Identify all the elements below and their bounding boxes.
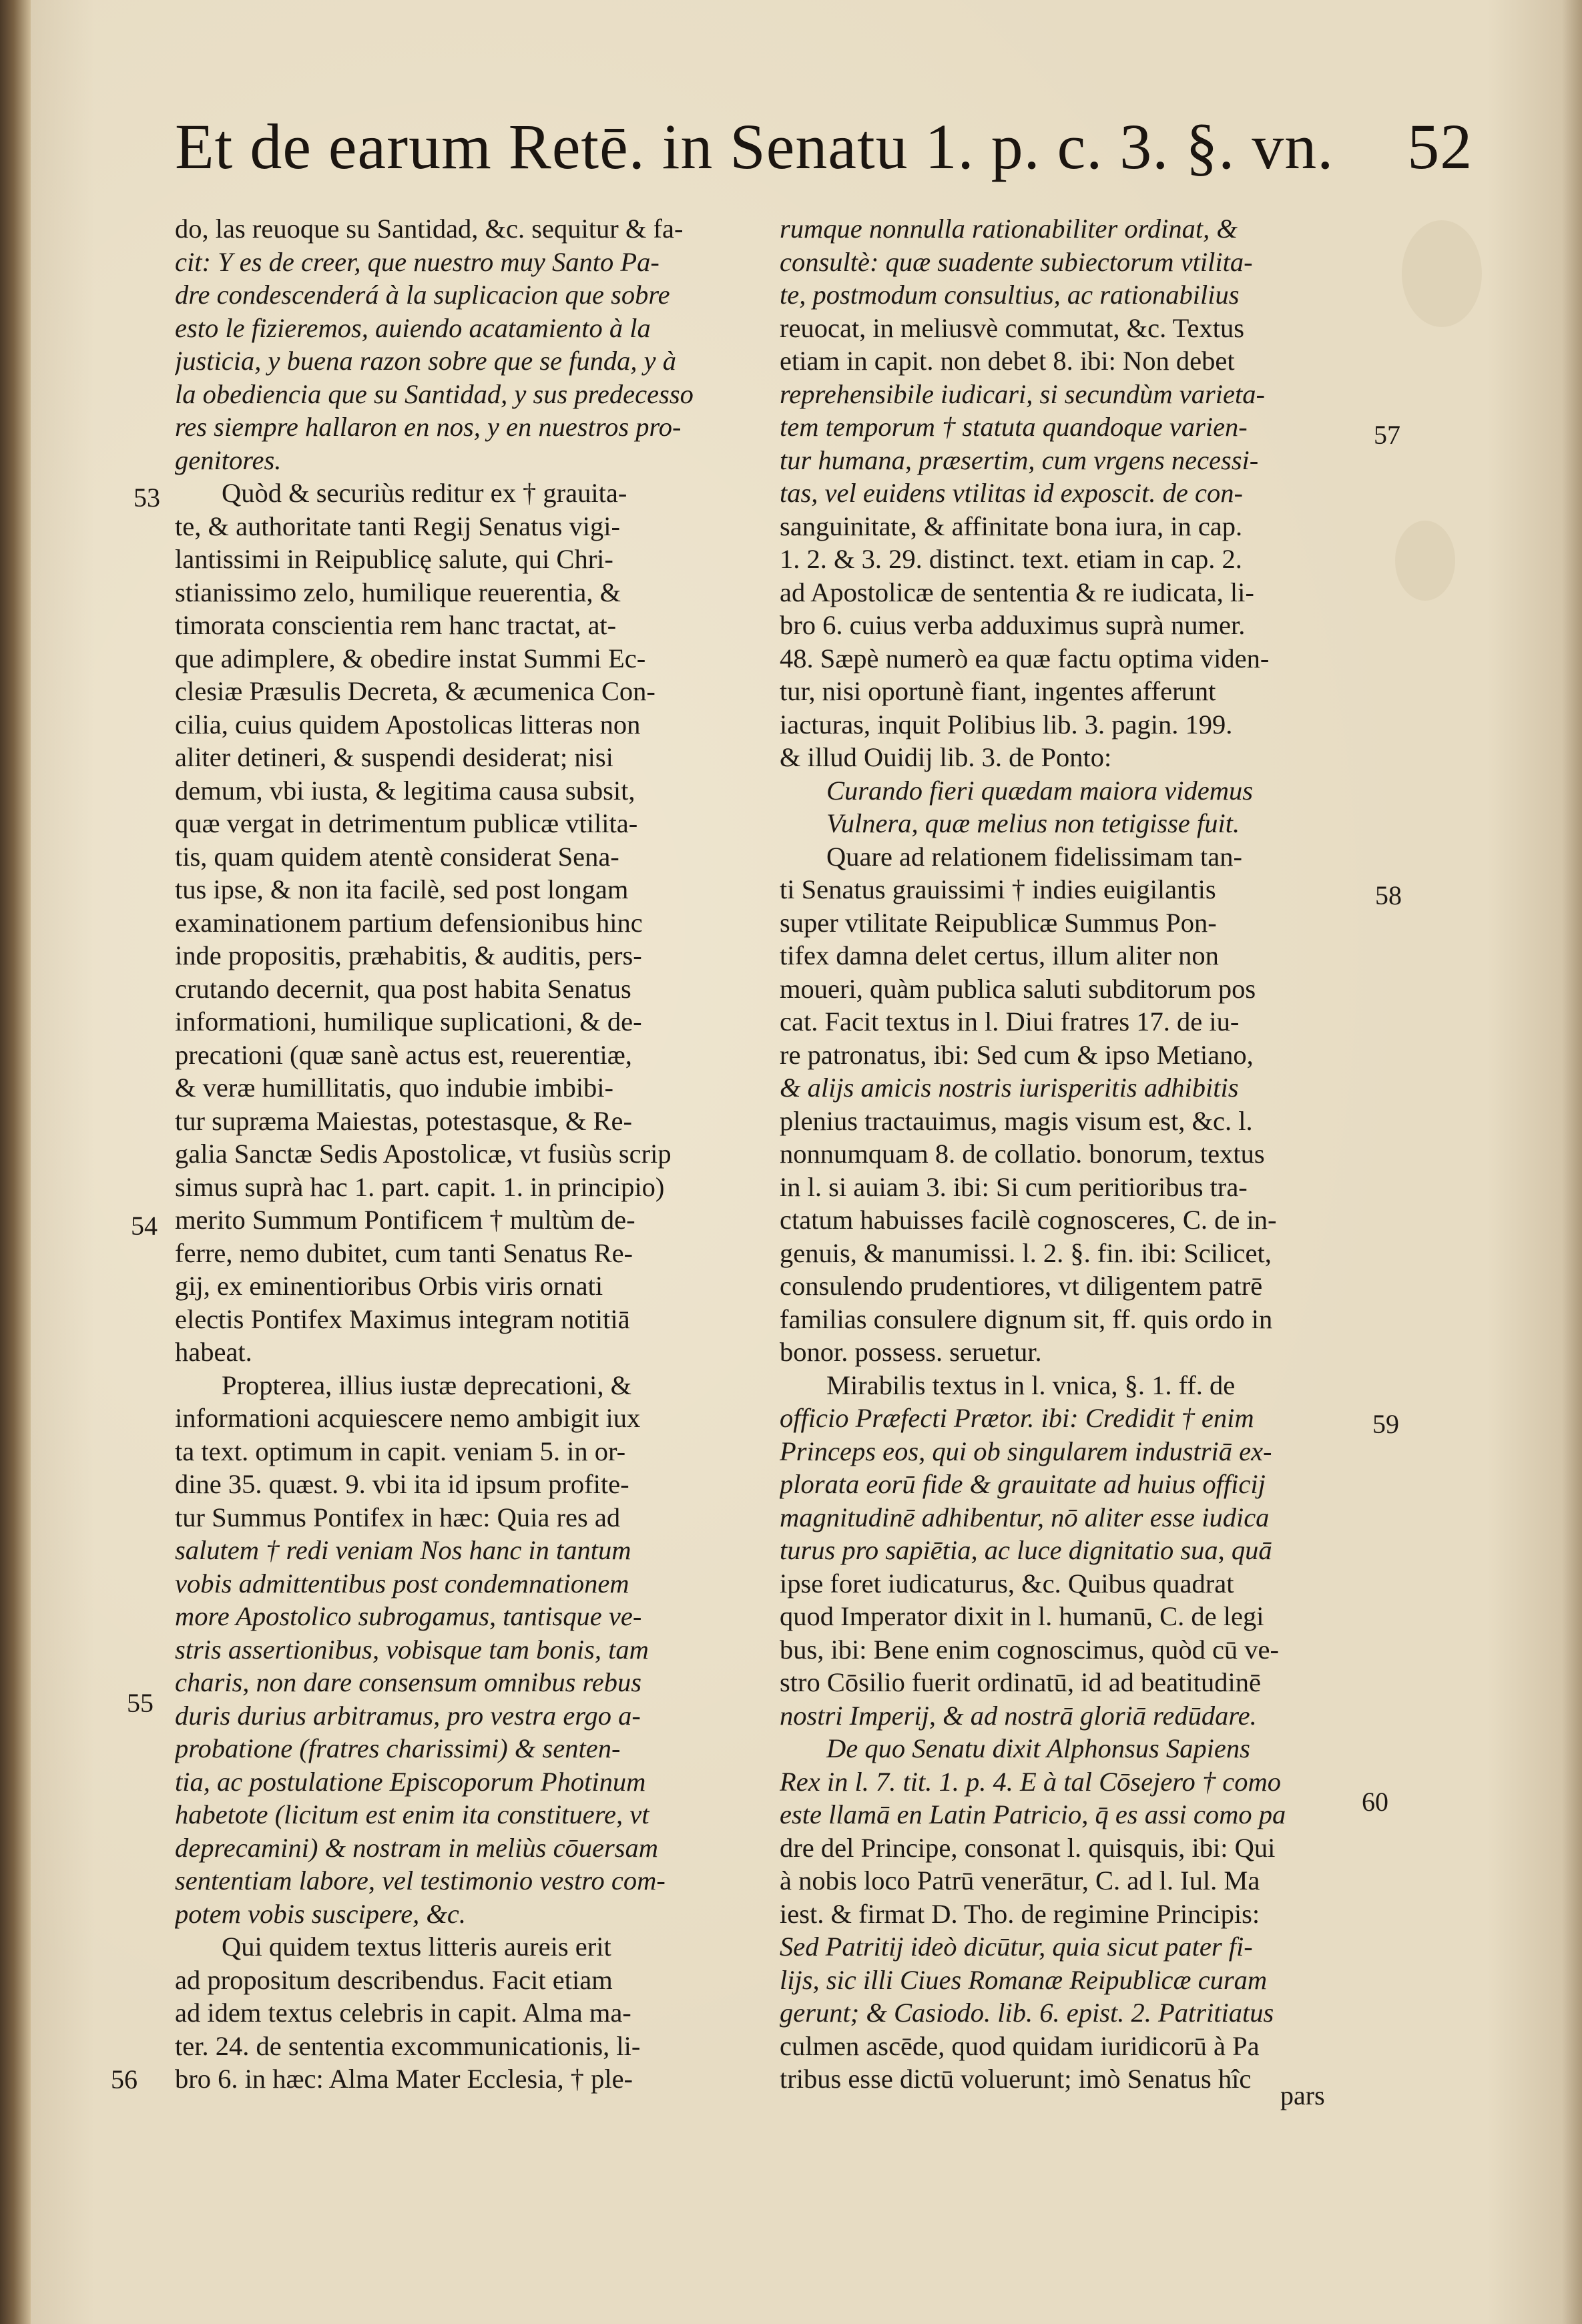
text-line: & alijs amicis nostris iurisperitis adhibitis <box>780 1073 1239 1103</box>
text-line: re patronatus, ibi: Sed cum & ipso Metiano, <box>780 1039 1254 1070</box>
text-line: De quo Senatu dixit Alphonsus Sapiens <box>826 1733 1250 1763</box>
text-line: que adimplere, & obedire instat Summi Ec- <box>175 643 646 673</box>
text-line: esto le fizieremos, auiendo acatamiento à la <box>175 312 651 343</box>
text-line: genuis, & manumissi. l. 2. §. fin. ibi: Scilicet, <box>780 1237 1272 1268</box>
text-line: timorata conscientia rem hanc tractat, at- <box>175 610 617 640</box>
text-line: crutando decernit, qua post habita Senatus <box>175 973 631 1004</box>
text-line: consultè: quæ suadente subiectorum vtilita- <box>780 246 1253 277</box>
text-line: ter. 24. de sententia excommunicationis, li- <box>175 2030 641 2061</box>
text-line: plenius tractauimus, magis visum est, &c. l. <box>780 1105 1253 1136</box>
right-text-column <box>780 212 1360 2096</box>
text-line: bro 6. cuius verba adduximus suprà numer. <box>780 610 1246 640</box>
text-line: duris durius arbitramus, pro vestra ergo a- <box>175 1700 641 1731</box>
text-line: rumque nonnulla rationabiliter ordinat, & <box>780 214 1238 244</box>
text-line: bus, ibi: Bene enim cognoscimus, quòd cū ve- <box>780 1634 1280 1665</box>
running-header <box>175 110 1473 184</box>
text-line: lantissimi in Reipublicę salute, qui Chri- <box>175 544 613 574</box>
text-line: cat. Facit textus in l. Diui fratres 17. de iu- <box>780 1006 1240 1037</box>
text-line: galia Sanctæ Sedis Apostolicæ, vt fusiùs scrip <box>175 1139 672 1169</box>
margin-number: 60 <box>1362 1787 1388 1817</box>
text-line: stro Cōsilio fuerit ordinatū, id ad beatitudinē <box>780 1667 1261 1697</box>
text-line: tus ipse, & non ita facilè, sed post longam <box>175 874 629 904</box>
text-line: in l. si auiam 3. ibi: Si cum peritioribus tra- <box>780 1171 1248 1202</box>
text-line: cilia, cuius quidem Apostolicas litteras non <box>175 709 641 740</box>
text-line: tur humana, præsertim, cum vrgens necessi- <box>780 445 1259 475</box>
text-line: Curando fieri quædam maiora videmus <box>826 775 1254 806</box>
text-line: simus suprà hac 1. part. capit. 1. in principio) <box>175 1171 665 1202</box>
text-line: ad propositum describendus. Facit etiam <box>175 1964 613 1995</box>
margin-number: 57 <box>1374 420 1400 450</box>
text-line: nonnumquam 8. de collatio. bonorum, textus <box>780 1139 1265 1169</box>
left-text-column <box>175 212 762 2096</box>
running-title: Et de earum Retē. in Senatu 1. p. c. 3. §. vn. <box>175 111 1334 182</box>
paper-stain <box>1395 521 1455 601</box>
text-line: ti Senatus grauissimi † indies euigilantis <box>780 874 1216 904</box>
text-line: Propterea, illius iustæ deprecationi, & <box>222 1370 632 1400</box>
text-line: Rex in l. 7. tit. 1. p. 4. E à tal Cōsejero † como <box>780 1766 1282 1797</box>
paper-stain <box>1402 220 1482 327</box>
text-line: inde propositis, præhabitis, & auditis, pers- <box>175 940 642 970</box>
text-line: vobis admittentibus post condemnationem <box>175 1568 629 1599</box>
text-line: la obediencia que su Santidad, y sus predecesso <box>175 378 694 409</box>
text-line: Qui quidem textus litteris aureis erit <box>222 1932 611 1962</box>
text-line: salutem † redi veniam Nos hanc in tantum <box>175 1535 631 1565</box>
text-line: te, postmodum consultius, ac rationabilius <box>780 280 1240 310</box>
text-line: bro 6. in hæc: Alma Mater Ecclesia, † ple- <box>175 2064 633 2094</box>
text-line: magnitudinē adhibentur, nō aliter esse iudica <box>780 1502 1270 1532</box>
text-line: ctatum habuisses facilè cognosceres, C. de in- <box>780 1205 1277 1235</box>
text-line: etiam in capit. non debet 8. ibi: Non debet <box>780 346 1235 376</box>
text-line: te, & authoritate tanti Regij Senatus vigi- <box>175 511 620 541</box>
text-line: habetote (licitum est enim ita constituere, vt <box>175 1799 649 1829</box>
text-line: tur supræma Maiestas, potestasque, & Re- <box>175 1105 632 1136</box>
text-line: merito Summum Pontificem † multùm de- <box>175 1205 635 1235</box>
text-line: este llamā en Latin Patricio, q̄ es assi como pa <box>780 1799 1286 1829</box>
text-line: potem vobis suscipere, &c. <box>175 1898 467 1929</box>
text-line: familias consulere dignum sit, ff. quis ordo in <box>780 1303 1273 1334</box>
text-line: ta text. optimum in capit. veniam 5. in or- <box>175 1436 626 1466</box>
text-line: electis Pontifex Maximus integram notitiā <box>175 1303 630 1334</box>
text-line: cit: Y es de creer, que nuestro muy Santo Pa- <box>175 246 660 277</box>
text-line: sanguinitate, & affinitate bona iura, in cap. <box>780 511 1243 541</box>
text-line: demum, vbi iusta, & legitima causa subsit, <box>175 775 635 806</box>
page-edge-shadow <box>1562 0 1582 2324</box>
text-line: super vtilitate Reipublicæ Summus Pon- <box>780 907 1217 938</box>
text-line: tia, ac postulatione Episcoporum Photinum <box>175 1766 646 1797</box>
margin-number: 56 <box>111 2064 138 2094</box>
text-line: consulendo prudentiores, vt diligentem patrē <box>780 1271 1263 1301</box>
text-line: clesiæ Præsulis Decreta, & æcumenica Con- <box>175 676 655 706</box>
text-line: precationi (quæ sanè actus est, reuerentiæ, <box>175 1039 632 1070</box>
text-line: res siempre hallaron en nos, y en nuestros pro- <box>175 412 682 442</box>
margin-number: 58 <box>1375 880 1402 910</box>
text-line: moueri, quàm publica saluti subditorum pos <box>780 973 1256 1004</box>
text-line: aliter detineri, & suspendi desiderat; nisi <box>175 742 613 772</box>
text-line: quod Imperator dixit in l. humanū, C. de legi <box>780 1601 1264 1631</box>
text-line: justicia, y buena razon sobre que se funda, y à <box>175 346 677 376</box>
text-line: stris assertionibus, vobisque tam bonis, tam <box>175 1634 649 1665</box>
margin-number: 53 <box>134 483 160 513</box>
text-line: tur Summus Pontifex in hæc: Quia res ad <box>175 1502 621 1532</box>
text-line: Quare ad relationem fidelissimam tan- <box>826 841 1243 872</box>
margin-number: 54 <box>131 1211 158 1241</box>
text-line: dine 35. quæst. 9. vbi ita id ipsum profite- <box>175 1469 629 1499</box>
text-line: ad Apostolicæ de sententia & re iudicata, li- <box>780 577 1254 607</box>
text-line: tas, vel euidens vtilitas id exposcit. de con- <box>780 478 1243 508</box>
text-line: Sed Patritij ideò dicūtur, quia sicut pater fi- <box>780 1932 1253 1962</box>
text-line: informationi acquiescere nemo ambigit iux <box>175 1403 641 1433</box>
text-line: examinationem partium defensionibus hinc <box>175 907 643 938</box>
margin-number: 55 <box>127 1688 154 1718</box>
text-line: ad idem textus celebris in capit. Alma ma- <box>175 1998 631 2028</box>
text-line: sententiam labore, vel testimonio vestro com- <box>175 1865 666 1896</box>
text-line: dre del Principe, consonat l. quisquis, ibi: Qui <box>780 1832 1276 1863</box>
text-line: ferre, nemo dubitet, cum tanti Senatus Re- <box>175 1237 633 1268</box>
text-line: more Apostolico subrogamus, tantisque ve- <box>175 1601 642 1631</box>
text-line: tifex damna delet certus, illum aliter non <box>780 940 1219 970</box>
text-line: à nobis loco Patrū venerātur, C. ad l. Iul. Ma <box>780 1865 1260 1896</box>
text-line: genitores. <box>175 445 282 475</box>
page-number: 52 <box>1407 111 1473 182</box>
text-line: dre condescenderá à la suplicacion que sobre <box>175 280 670 310</box>
text-line: reuocat, in meliusvè commutat, &c. Textus <box>780 312 1244 343</box>
text-line: habeat. <box>175 1337 252 1367</box>
text-line: lijs, sic illi Ciues Romanæ Reipublicæ curam <box>780 1964 1268 1995</box>
text-line: 48. Sæpè numerò ea quæ factu optima viden- <box>780 643 1270 673</box>
text-line: stianissimo zelo, humilique reuerentia, & <box>175 577 621 607</box>
text-line: officio Præfecti Prætor. ibi: Credidit † enim <box>780 1403 1254 1433</box>
text-line: do, las reuoque su Santidad, &c. sequitur & fa- <box>175 214 684 244</box>
text-line: iacturas, inquit Polibius lib. 3. pagin. 199. <box>780 709 1233 740</box>
text-line: Vulnera, quæ melius non tetigisse fuit. <box>826 808 1240 838</box>
text-line: reprehensibile iudicari, si secundùm varieta- <box>780 378 1265 409</box>
margin-number: 59 <box>1372 1409 1399 1439</box>
text-line: informationi, humilique suplicationi, & de- <box>175 1006 642 1037</box>
text-line: Princeps eos, qui ob singularem industriā ex- <box>780 1436 1272 1466</box>
text-line: quæ vergat in detrimentum publicæ vtilita- <box>175 808 638 838</box>
text-line: gerunt; & Casiodo. lib. 6. epist. 2. Patritiatus <box>780 1998 1274 2028</box>
text-line: & illud Ouidij lib. 3. de Ponto: <box>780 742 1112 772</box>
text-line: 1. 2. & 3. 29. distinct. text. etiam in cap. 2. <box>780 544 1242 574</box>
text-line: plorata eorū fide & grauitate ad huius officij <box>780 1469 1266 1499</box>
text-line: tis, quam quidem atentè considerat Sena- <box>175 841 619 872</box>
text-line: probatione (fratres charissimi) & senten- <box>175 1733 621 1763</box>
text-line: tribus esse dictū voluerunt; imò Senatus hîc <box>780 2064 1252 2094</box>
text-line: turus pro sapiētia, ac luce dignitatio sua, quā <box>780 1535 1272 1565</box>
text-line: Quòd & securiùs reditur ex † grauita- <box>222 478 627 508</box>
text-line: ipse foret iudicaturus, &c. Quibus quadrat <box>780 1568 1234 1599</box>
text-line: gij, ex eminentioribus Orbis viris ornati <box>175 1271 603 1301</box>
text-line: nostri Imperij, & ad nostrā gloriā redūdare. <box>780 1700 1257 1731</box>
text-line: Mirabilis textus in l. vnica, §. 1. ff. de <box>826 1370 1236 1400</box>
catchword: pars <box>1280 2080 1325 2110</box>
text-line: & veræ humillitatis, quo indubie imbibi- <box>175 1073 613 1103</box>
text-line: charis, non dare consensum omnibus rebus <box>175 1667 641 1697</box>
text-line: bonor. possess. seruetur. <box>780 1337 1042 1367</box>
text-line: tem temporum † statuta quandoque varien- <box>780 412 1248 442</box>
text-line: deprecamini) & nostram in meliùs cōuersam <box>175 1832 659 1863</box>
text-line: tur, nisi oportunè fiant, ingentes afferunt <box>780 676 1216 706</box>
text-line: culmen ascēde, quod quidam iuridicorū à Pa <box>780 2030 1260 2061</box>
text-line: iest. & firmat D. Tho. de regimine Principis: <box>780 1898 1260 1929</box>
book-binding-gutter <box>0 0 31 2324</box>
